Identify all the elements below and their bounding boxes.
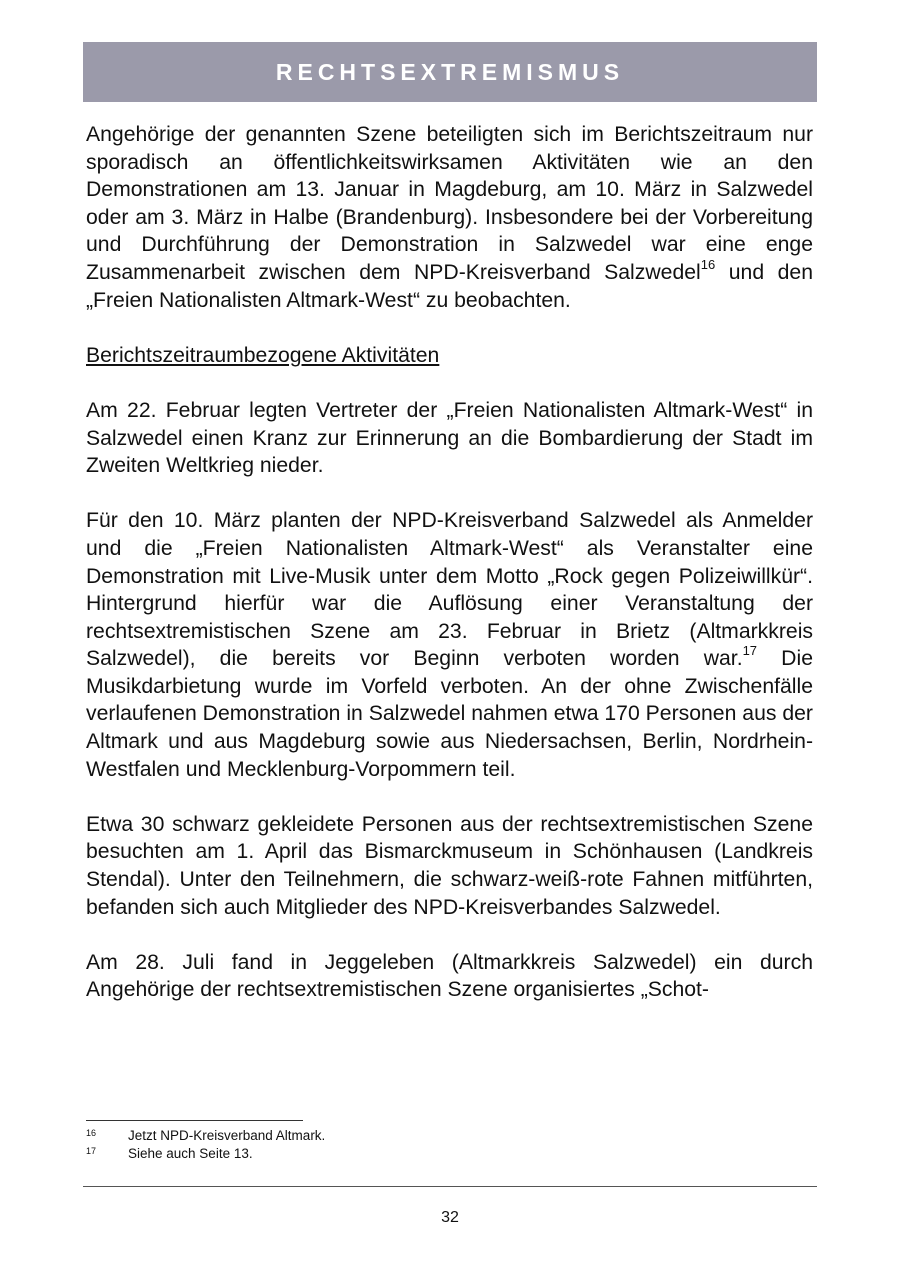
- body-text: [86, 121, 813, 1032]
- page-number: 32: [441, 1209, 459, 1226]
- footnote-ref-17[interactable]: 17: [742, 643, 758, 659]
- section-heading: Berichtszeitraumbezogene Aktivitäten: [86, 343, 440, 367]
- footnote-16: [86, 1127, 325, 1145]
- footnote-text: Jetzt NPD-Kreisverband Altmark.: [128, 1128, 326, 1143]
- footnote-17: [86, 1145, 325, 1163]
- footnote-number: 16: [86, 1128, 97, 1138]
- footnote-number: 17: [86, 1146, 97, 1156]
- chapter-title: RECHTSEXTREMISMUS: [275, 58, 625, 85]
- page-footer-rule: [83, 1186, 817, 1187]
- footnote-ref-16[interactable]: 16: [700, 256, 716, 272]
- footnote-text: Siehe auch Seite 13.: [128, 1146, 253, 1161]
- paragraph-1-end: und den „Freien Nationalisten Altmark-West“ zu beobachten.: [86, 260, 814, 312]
- paragraph-1: [86, 121, 813, 314]
- paragraph-3: [86, 507, 813, 783]
- paragraph-5: Am 28. Juli fand in Jeggeleben (Altmarkkreis Salzwedel) ein durch Angehörige der rechtsextremistischen Szene organisiertes „Schot-: [86, 950, 813, 1002]
- paragraph-2: Am 22. Februar legten Vertreter der „Freien Nationalisten Altmark-West“ in Salzwedel einen Kranz zur Erinnerung an die Bombardierung der Stadt im Zweiten Weltkrieg nieder.: [86, 398, 813, 478]
- footnote-separator: [86, 1120, 303, 1121]
- chapter-header: [83, 42, 817, 102]
- footnotes: [86, 1127, 325, 1163]
- paragraph-4: Etwa 30 schwarz gekleidete Personen aus der rechtsextremistischen Szene besuchten am 1. April das Bismarckmuseum in Schönhausen (Landkreis Stendal). Unter den Teilnehmern, die schwarz-weiß-rote Fahnen mitführten, befanden sich auch Mitglieder des NPD-Kreisverbandes Salzwedel.: [86, 812, 813, 919]
- paragraph-3-end: Die Musikdarbietung wurde im Vorfeld verboten. An der ohne Zwischenfälle verlaufenen Demonstration in Salzwedel nahmen etwa 170 Personen aus der Altmark und aus Magdeburg sowie aus Niedersachsen, Berlin, Nordrhein-Westfalen und Mecklenburg-Vorpommern teil.: [86, 647, 813, 781]
- paragraph-1-text: Angehörige der genannten Szene beteiligten sich im Berichtszeitraum nur sporadisch an öffentlichkeitswirksamen Aktivitäten wie an den Demonstrationen am 13. Januar in Magdeburg, am 10. März in Salzwedel oder am 3. März in Halbe (Brandenburg). Insbesondere bei der Vorbereitung und Durchführung der Demonstration in Salzwedel war eine enge Zusammenarbeit zwischen dem NPD-Kreisverband Salzwedel: [86, 123, 813, 284]
- paragraph-3-text: Für den 10. März planten der NPD-Kreisverband Salzwedel als Anmelder und die „Freien Nationalisten Altmark-West“ als Veranstalter eine Demonstration mit Live-Musik unter dem Motto „Rock gegen Polizeiwillkür“. Hintergrund hierfür war die Auflösung einer Veranstaltung der rechtsextremistischen Szene am 23. Februar in Brietz (Altmarkkreis Salzwedel), die bereits vor Beginn verboten worden war.: [86, 509, 813, 671]
